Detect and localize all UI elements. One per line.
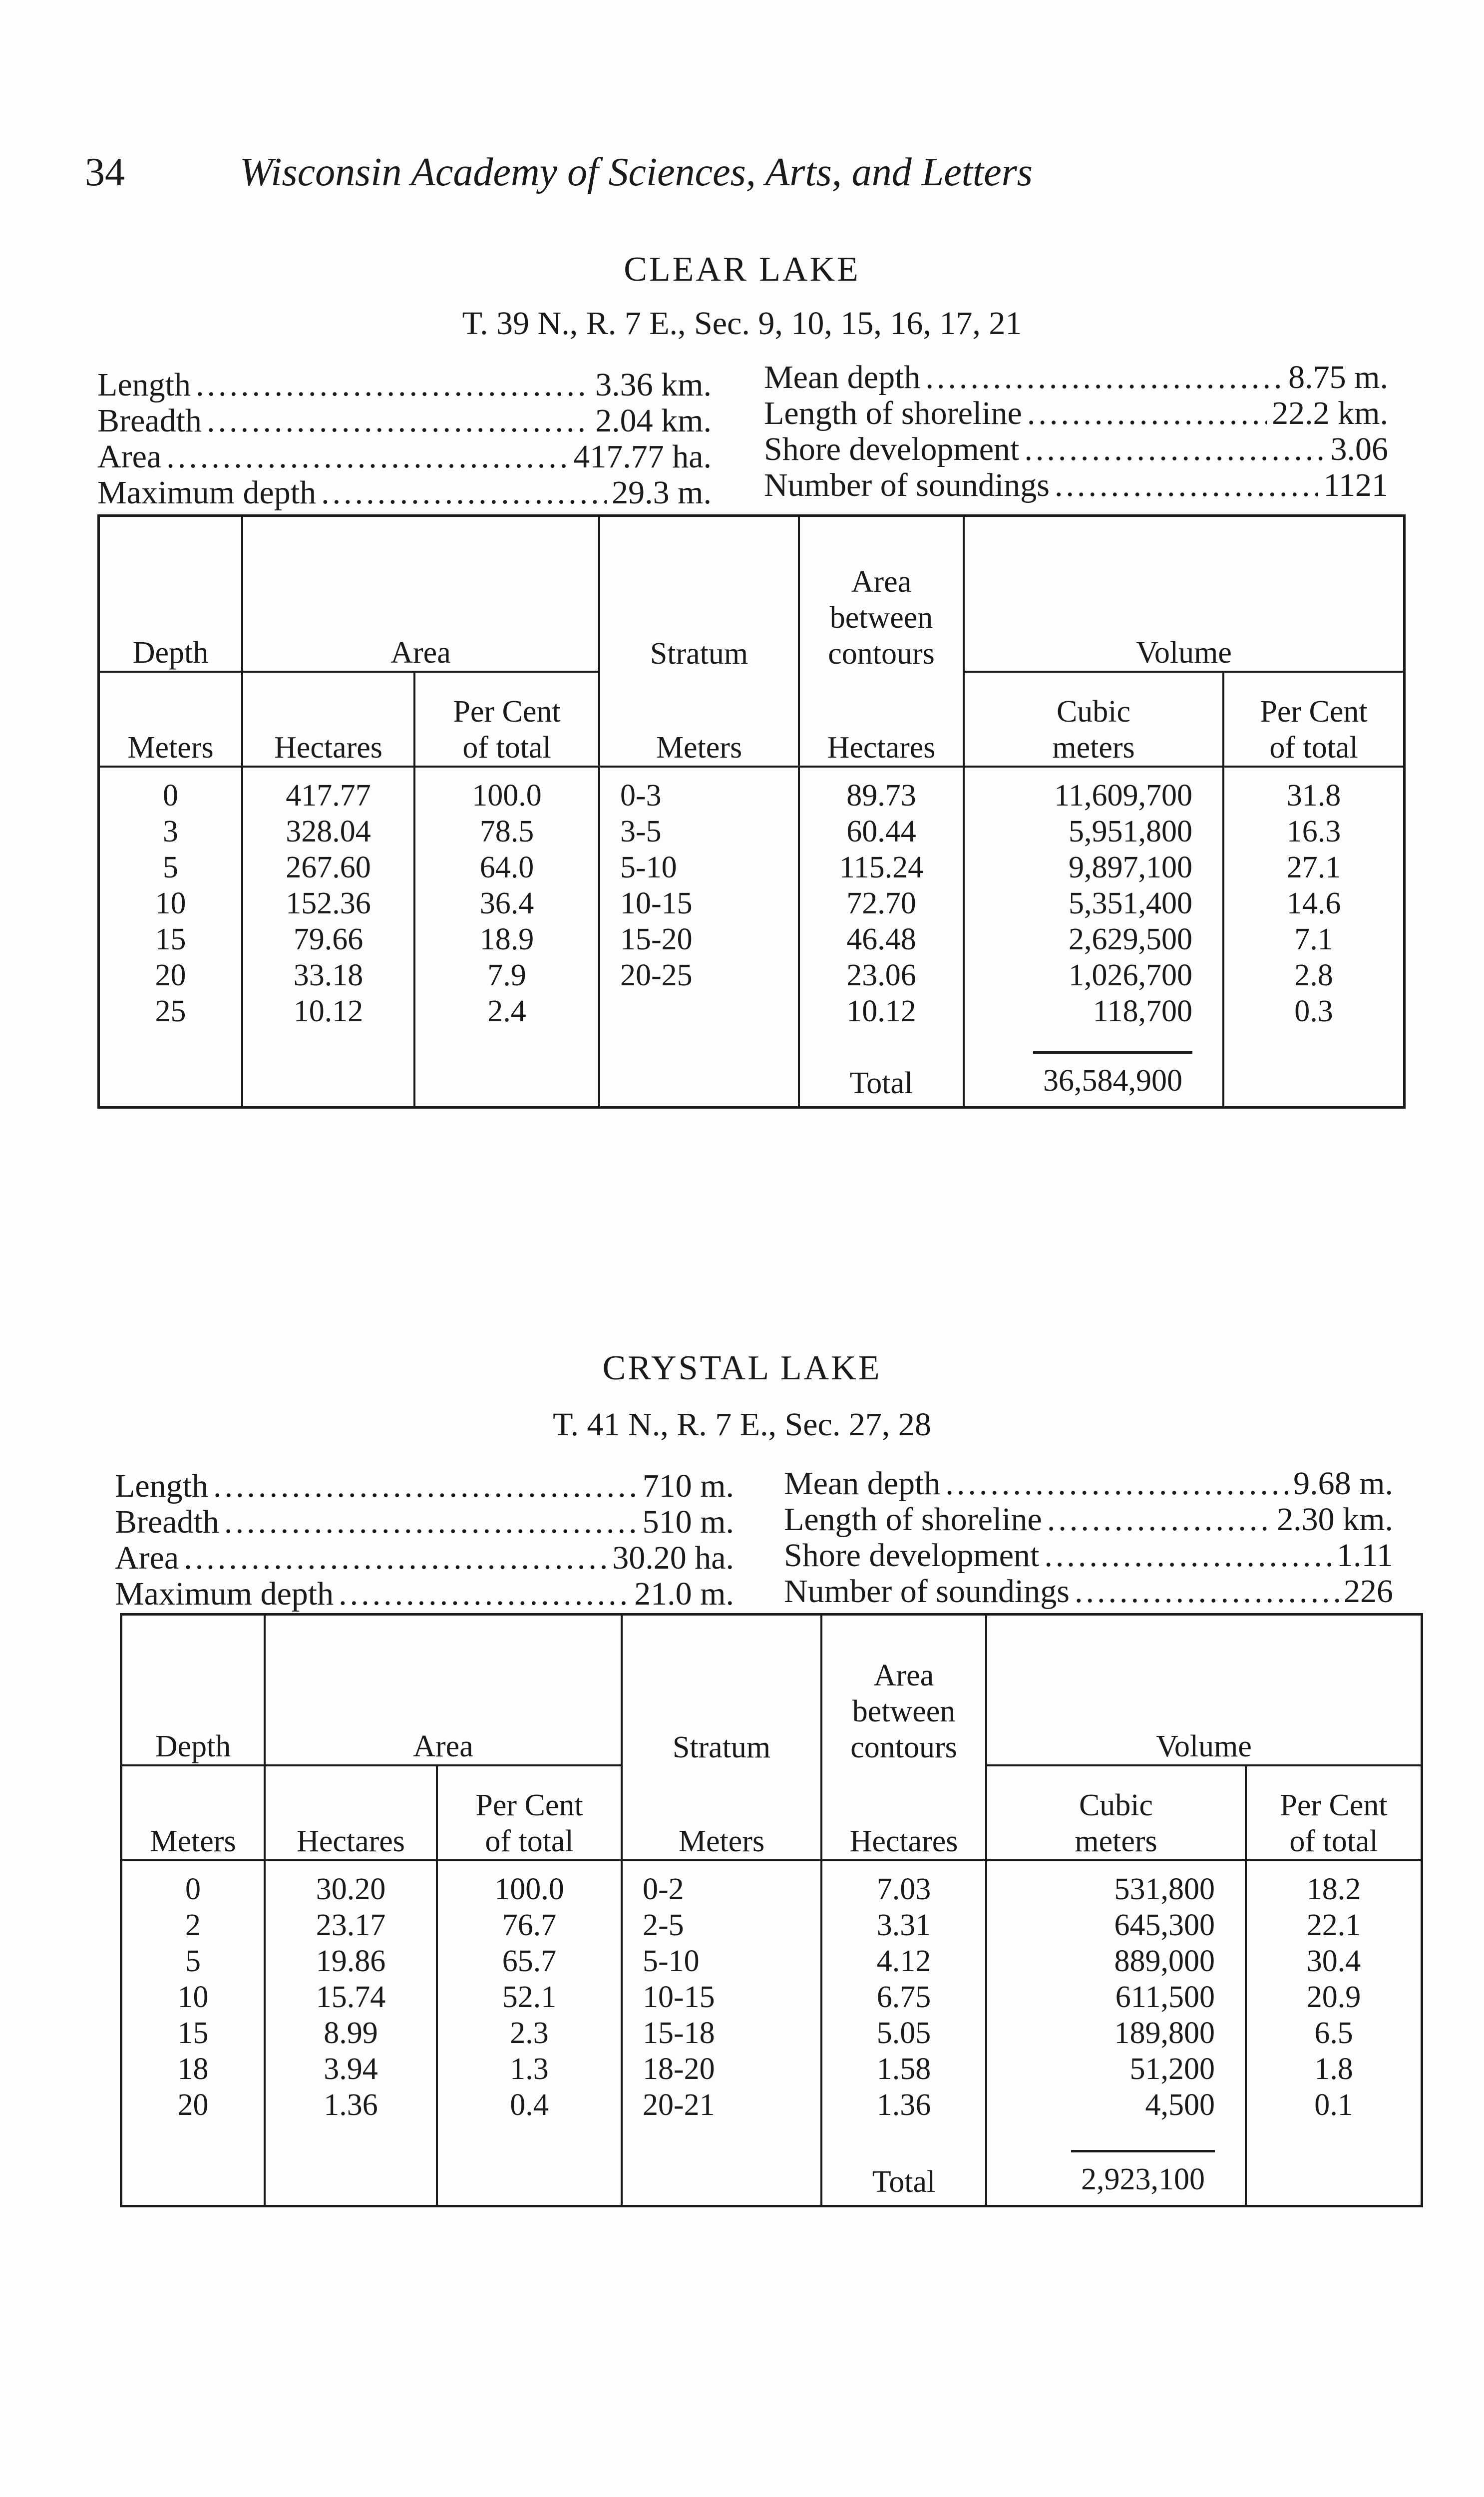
cell: 51,200 — [1129, 2052, 1215, 2086]
header-contour-hectares: Hectares — [799, 672, 964, 767]
cell: 0 — [185, 1872, 201, 1906]
cell: 5,951,800 — [1069, 815, 1192, 848]
cell: 2.4 — [487, 994, 526, 1028]
stat-row — [115, 1468, 734, 1504]
cell: 100.0 — [494, 1872, 564, 1906]
header-volume: Volume — [986, 1616, 1421, 1765]
cell: 8.99 — [324, 2016, 378, 2050]
stat-value: 21.0 m. — [634, 1576, 734, 1612]
stat-value: 3.06 — [1330, 431, 1388, 467]
header-area: Area — [265, 1616, 622, 1765]
cell: 19.86 — [316, 1944, 386, 1978]
stat-value: 2.04 km. — [595, 403, 712, 439]
stat-label: Area — [97, 438, 162, 475]
cell: 72.70 — [846, 886, 916, 920]
stat-row — [97, 403, 712, 439]
stats-right — [764, 360, 1388, 503]
stat-row — [115, 1576, 734, 1612]
cell: 15 — [155, 922, 186, 956]
header-cubic-meters — [964, 672, 1223, 767]
cell: 9,897,100 — [1069, 850, 1192, 884]
header-text: Area — [873, 1659, 934, 1692]
header-meters: Meters — [122, 1765, 265, 1860]
cell: 2,629,500 — [1069, 922, 1192, 956]
stat-value: 8.75 m. — [1288, 359, 1388, 396]
cell: 10.12 — [846, 994, 916, 1028]
header-hectares: Hectares — [242, 672, 414, 767]
cell: 20.9 — [1306, 1980, 1361, 2014]
column-depth — [122, 1860, 265, 2145]
cell: 5-10 — [643, 1944, 700, 1978]
cell: 79.66 — [293, 922, 364, 956]
header-hectares: Hectares — [265, 1765, 437, 1860]
cell: 5.05 — [876, 2016, 931, 2050]
cell: 27.1 — [1286, 850, 1341, 884]
stat-row — [764, 467, 1388, 503]
cell: 267.60 — [286, 850, 371, 884]
cell: 7.9 — [487, 958, 526, 992]
cell: 1.3 — [510, 2052, 549, 2086]
header-depth: Depth — [100, 517, 242, 672]
stat-row — [115, 1540, 734, 1576]
cell: 7.03 — [876, 1872, 931, 1906]
stat-label: Length — [97, 367, 191, 403]
cell: 18.9 — [479, 922, 534, 956]
cell: 889,000 — [1114, 1944, 1215, 1978]
cell: 52.1 — [502, 1980, 557, 2014]
column-depth — [100, 767, 242, 1046]
lake-section-clear — [0, 0, 1484, 1149]
header-contour-hectares: Hectares — [821, 1765, 986, 1860]
stat-row — [784, 1538, 1393, 1574]
cell: 4.12 — [876, 1944, 931, 1978]
cell: 15.74 — [316, 1980, 386, 2014]
stat-row — [97, 367, 712, 403]
cell: 1,026,700 — [1069, 958, 1192, 992]
header-meters: Meters — [100, 672, 242, 767]
cell: 2.3 — [510, 2016, 549, 2050]
header-text: between — [852, 1694, 956, 1728]
cell: 0.1 — [1314, 2088, 1353, 2122]
cell: 14.6 — [1286, 886, 1341, 920]
stat-value: 417.77 ha. — [573, 438, 712, 475]
cell: 30.20 — [316, 1872, 386, 1906]
morphometry-table — [97, 514, 1406, 1109]
stat-value: 510 m. — [642, 1504, 734, 1540]
header-text: Per Cent — [453, 695, 561, 729]
lake-location: T. 39 N., R. 7 E., Sec. 9, 10, 15, 16, 17, 21 — [462, 305, 1022, 342]
stat-label: Breadth — [97, 403, 202, 439]
cell: 15 — [177, 2016, 209, 2050]
column-area-percent — [414, 767, 599, 1046]
cell: 3.94 — [324, 2052, 378, 2086]
cell: 20-25 — [620, 958, 693, 992]
column-hectares — [265, 1860, 437, 2145]
cell: 0 — [163, 779, 178, 813]
stat-row — [784, 1466, 1393, 1502]
header-volume: Volume — [964, 517, 1403, 672]
stat-label: Area — [115, 1540, 179, 1576]
cell: 76.7 — [502, 1908, 557, 1942]
stat-label: Shore development — [784, 1537, 1040, 1574]
cell: 611,500 — [1115, 1980, 1215, 2014]
header-stratum: Stratum — [599, 517, 799, 672]
header-area-percent — [414, 672, 599, 767]
stats-left — [115, 1468, 734, 1612]
total-volume: 36,584,900 — [1033, 1051, 1192, 1099]
lake-section-crystal — [0, 1318, 1484, 2267]
total-volume: 2,923,100 — [1071, 2150, 1215, 2197]
cell: 5-10 — [620, 850, 677, 884]
cell: 152.36 — [286, 886, 371, 920]
lake-location: T. 41 N., R. 7 E., Sec. 27, 28 — [553, 1406, 931, 1443]
stat-label: Maximum depth — [97, 474, 317, 511]
cell: 3-5 — [620, 815, 662, 848]
total-label: Total — [821, 2145, 986, 2205]
cell: 18 — [177, 2052, 209, 2086]
stat-value: 30.20 ha. — [612, 1540, 734, 1576]
cell: 5 — [163, 850, 178, 884]
column-hectares — [242, 767, 414, 1046]
cell: 7.1 — [1294, 922, 1333, 956]
stats-right — [784, 1466, 1393, 1610]
cell: 64.0 — [479, 850, 534, 884]
cell: 23.06 — [846, 958, 916, 992]
column-contour-hectares — [821, 1860, 986, 2145]
header-text: meters — [1052, 731, 1135, 765]
cell: 531,800 — [1114, 1872, 1215, 1906]
stat-label: Number of soundings — [784, 1573, 1070, 1610]
cell: 6.75 — [876, 1980, 931, 2014]
cell: 78.5 — [479, 815, 534, 848]
cell: 89.73 — [846, 779, 916, 813]
stat-label: Mean depth — [764, 359, 921, 396]
header-text: between — [829, 601, 933, 635]
stat-value: 1121 — [1323, 467, 1388, 503]
cell: 1.36 — [876, 2088, 931, 2122]
header-stratum-meters: Meters — [599, 672, 799, 767]
stat-value: 2.30 km. — [1277, 1501, 1393, 1538]
cell: 2-5 — [643, 1908, 684, 1942]
header-stratum: Stratum — [622, 1616, 821, 1765]
total-cell — [964, 1046, 1223, 1106]
column-cubic-meters — [986, 1860, 1246, 2145]
column-stratum — [622, 1860, 821, 2145]
cell: 0-2 — [643, 1872, 684, 1906]
stat-label: Maximum depth — [115, 1576, 334, 1612]
cell: 10-15 — [643, 1980, 715, 2014]
stat-label: Length of shoreline — [764, 395, 1022, 431]
cell: 2 — [185, 1908, 201, 1942]
stat-value: 22.2 km. — [1272, 395, 1388, 431]
stat-row — [784, 1574, 1393, 1610]
stat-value: 226 — [1344, 1573, 1393, 1610]
cell: 15-18 — [643, 2016, 715, 2050]
cell: 46.48 — [846, 922, 916, 956]
header-text: of total — [462, 731, 551, 765]
cell: 10 — [177, 1980, 209, 2014]
header-text: Area — [851, 565, 912, 599]
cell: 65.7 — [502, 1944, 557, 1978]
total-cell — [986, 2145, 1246, 2205]
stat-row — [764, 396, 1388, 431]
stat-label: Length of shoreline — [784, 1501, 1042, 1538]
cell: 25 — [155, 994, 186, 1028]
column-cubic-meters — [964, 767, 1223, 1046]
cell: 18-20 — [643, 2052, 715, 2086]
stats-left — [97, 367, 712, 511]
stat-row — [764, 360, 1388, 396]
total-label: Total — [799, 1046, 964, 1106]
header-text: meters — [1075, 1824, 1157, 1858]
header-text: of total — [485, 1824, 574, 1858]
morphometry-table — [120, 1613, 1423, 2207]
header-text: contours — [850, 1730, 957, 1764]
column-contour-hectares — [799, 767, 964, 1046]
header-area: Area — [242, 517, 599, 672]
cell: 5,351,400 — [1069, 886, 1192, 920]
header-volume-percent — [1223, 672, 1403, 767]
page-number: 34 — [85, 150, 125, 194]
stat-value: 1.11 — [1336, 1537, 1393, 1574]
cell: 115.24 — [839, 850, 924, 884]
header-area-between — [821, 1616, 986, 1765]
lake-title: CRYSTAL LAKE — [602, 1349, 882, 1387]
header-area-percent — [437, 1765, 622, 1860]
cell: 16.3 — [1286, 815, 1341, 848]
cell: 3.31 — [876, 1908, 931, 1942]
cell: 1.36 — [324, 2088, 378, 2122]
cell: 15-20 — [620, 922, 693, 956]
header-cubic-meters — [986, 1765, 1246, 1860]
cell: 36.4 — [479, 886, 534, 920]
header-text: Cubic — [1056, 695, 1131, 729]
header-text: of total — [1269, 731, 1358, 765]
cell: 23.17 — [316, 1908, 386, 1942]
cell: 118,700 — [1093, 994, 1192, 1028]
header-depth: Depth — [122, 1616, 265, 1765]
cell: 30.4 — [1306, 1944, 1361, 1978]
cell: 10 — [155, 886, 186, 920]
cell: 3 — [163, 815, 178, 848]
cell: 20 — [177, 2088, 209, 2122]
cell: 1.8 — [1314, 2052, 1353, 2086]
stat-row — [764, 431, 1388, 467]
stat-row — [115, 1504, 734, 1540]
stat-row — [97, 439, 712, 475]
column-volume-percent — [1246, 1860, 1421, 2145]
header-volume-percent — [1246, 1765, 1421, 1860]
cell: 31.8 — [1286, 779, 1341, 813]
stat-label: Length — [115, 1468, 208, 1504]
cell: 6.5 — [1314, 2016, 1353, 2050]
cell: 20-21 — [643, 2088, 715, 2122]
header-stratum-meters: Meters — [622, 1765, 821, 1860]
cell: 0.4 — [510, 2088, 549, 2122]
cell: 1.58 — [876, 2052, 931, 2086]
stat-label: Shore development — [764, 431, 1020, 467]
header-text: Per Cent — [1280, 1788, 1388, 1822]
cell: 60.44 — [846, 815, 916, 848]
header-text: contours — [828, 637, 935, 671]
stat-row — [97, 475, 712, 511]
journal-title: Wisconsin Academy of Sciences, Arts, and Letters — [240, 150, 1033, 194]
stat-value: 3.36 km. — [595, 367, 712, 403]
header-text: Per Cent — [475, 1788, 583, 1822]
cell: 4,500 — [1145, 2088, 1215, 2122]
header-text: Per Cent — [1260, 695, 1368, 729]
cell: 18.2 — [1306, 1872, 1361, 1906]
stat-label: Breadth — [115, 1504, 219, 1540]
header-area-between — [799, 517, 964, 672]
stat-value: 29.3 m. — [612, 474, 712, 511]
stat-value: 9.68 m. — [1293, 1465, 1393, 1502]
column-volume-percent — [1223, 767, 1403, 1046]
stat-value: 710 m. — [642, 1468, 734, 1504]
lake-title: CLEAR LAKE — [624, 250, 860, 289]
cell: 10.12 — [293, 994, 364, 1028]
stat-label: Number of soundings — [764, 467, 1050, 503]
column-area-percent — [437, 1860, 622, 2145]
cell: 11,609,700 — [1054, 779, 1192, 813]
cell: 328.04 — [286, 815, 371, 848]
cell: 5 — [185, 1944, 201, 1978]
cell: 100.0 — [472, 779, 542, 813]
cell: 0-3 — [620, 779, 662, 813]
cell: 417.77 — [286, 779, 371, 813]
cell: 33.18 — [293, 958, 364, 992]
cell: 645,300 — [1114, 1908, 1215, 1942]
header-text: of total — [1289, 1824, 1378, 1858]
cell: 22.1 — [1306, 1908, 1361, 1942]
cell: 20 — [155, 958, 186, 992]
cell: 2.8 — [1294, 958, 1333, 992]
header-text: Cubic — [1079, 1788, 1153, 1822]
cell: 10-15 — [620, 886, 693, 920]
column-stratum — [599, 767, 799, 1046]
cell: 0.3 — [1294, 994, 1333, 1028]
cell: 189,800 — [1114, 2016, 1215, 2050]
stat-row — [784, 1502, 1393, 1538]
stat-label: Mean depth — [784, 1465, 941, 1502]
